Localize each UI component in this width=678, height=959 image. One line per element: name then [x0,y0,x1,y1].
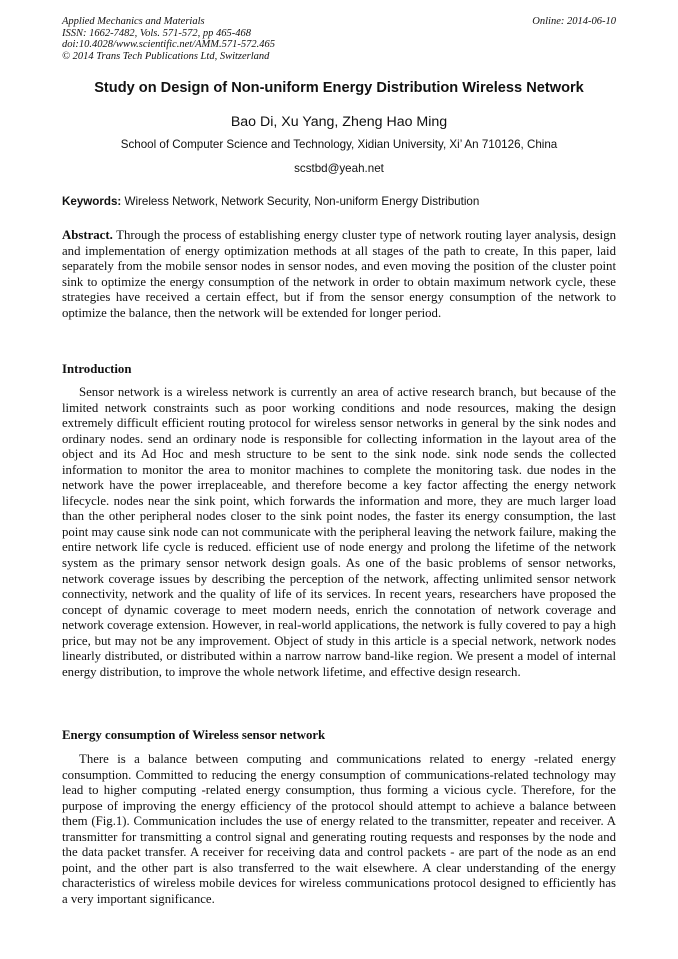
keywords-line [62,195,616,208]
author-affiliation: School of Computer Science and Technology, Xidian University, Xi’ An 710126, China [120,138,558,151]
publication-header [62,16,616,62]
author-email: scstbd@yeah.net [294,162,384,175]
paper-authors: Bao Di, Xu Yang, Zheng Hao Ming [230,114,448,130]
journal-name: Applied Mechanics and Materials [62,16,205,27]
keywords-text: Wireless Network, Network Security, Non-uniform Energy Distribution [124,195,480,208]
doi-line: doi:10.4028/www.scientific.net/AMM.571-572.465 [62,39,275,50]
copyright-line: © 2014 Trans Tech Publications Ltd, Switzerland [62,50,270,62]
online-date: Online: 2014-06-10 [532,16,616,27]
energy-section-paragraph [62,752,616,907]
energy-section-heading: Energy consumption of Wireless sensor network [62,728,326,742]
introduction-text: Sensor network is a wireless network is currently an area of active research branch, but because of the limited network constraints such as poor working conditions and node resources, making the design extremely difficult efficient routing protocol for wireless sensor networks in general by the sink nodes and ordinary nodes. send an ordinary node is responsible for collecting information in the layout area of the object and its Ad Hoc and mesh structure to be sent to the sink node. sink node sends the collected information to monitor the area to monitor machines to complete the monitoring task. due nodes in the network have the power irreplaceable, and therefore become a key factor affecting the energy network lifecycle. nodes near the sink point, which forwards the information and more, they are much larger load than the other peripheral nodes closer to the sink point nodes, the faster its energy consumption, the last point may cause sink node can not communicate with the peripheral leaving the network failure, making the entire network life cycle is reduced. efficient use of node energy and prolong the lifetime of the network system as the primary sensor network design goals. As one of the basic problems of sensor networks, network coverage issues by describing the perception of the network, affecting unlimited sensor network connectivity, network and the quality of life of its services. In recent years, researchers have proposed the concept of dynamic coverage to meet modern needs, enrich the connotation of network coverage and network coverage extension. However, in real-world applications, the network is fully covered to pay a high price, but may not be any improvement. Object of study in this article is a special network, network nodes linearly distributed, or distributed within a narrow narrow band-like region. We present a model of internal energy distribution, to improve the whole network lifetime, and effective design research. [62,385,616,679]
paper-title: Study on Design of Non-uniform Energy Distribution Wireless Network [94,80,584,96]
abstract-label: Abstract. [62,228,113,242]
introduction-heading: Introduction [62,362,132,376]
keywords-label: Keywords: [62,195,122,208]
abstract-text: Through the process of establishing energy cluster type of network routing layer analysis, design and implementation of energy optimization methods at all stages of the path to create, In this paper, laid separately from the mobile sensor nodes in sensor nodes, and even moving the position of the cluster point sink to optimize the energy consumption of the network in order to obtain maximum network cycle, these strategies have received a certain effect, but if from the sensor energy consumption of the network to optimize the balance, then the network will be extended for longer period. [62,228,616,320]
issn-line: ISSN: 1662-7482, Vols. 571-572, pp 465-468 [62,27,251,39]
abstract-paragraph [62,228,616,321]
introduction-paragraph [62,385,616,680]
energy-section-text: There is a balance between computing and communications related to energy -related energy consumption. Committed to reducing the energy consumption of communications-related technology may lead to higher computing -related energy consumption, thus forming a vicious cycle. Therefore, for the purpose of improving the energy efficiency of the protocol should attempt to achieve a balance between them (Fig.1). Communication includes the use of energy related to the transmitter, repeater and receiver. A transmitter for transmitting a control signal and generating routing requests and responses by the node and the data packet transfer. A receiver for receiving data and control packets - are part of the node as an end point, and the other part is also transferred to the wait elsewhere. A clear understanding of the energy characteristics of wireless mobile devices for wireless communications protocol designed to efficiently has a very important significance. [62,752,616,906]
